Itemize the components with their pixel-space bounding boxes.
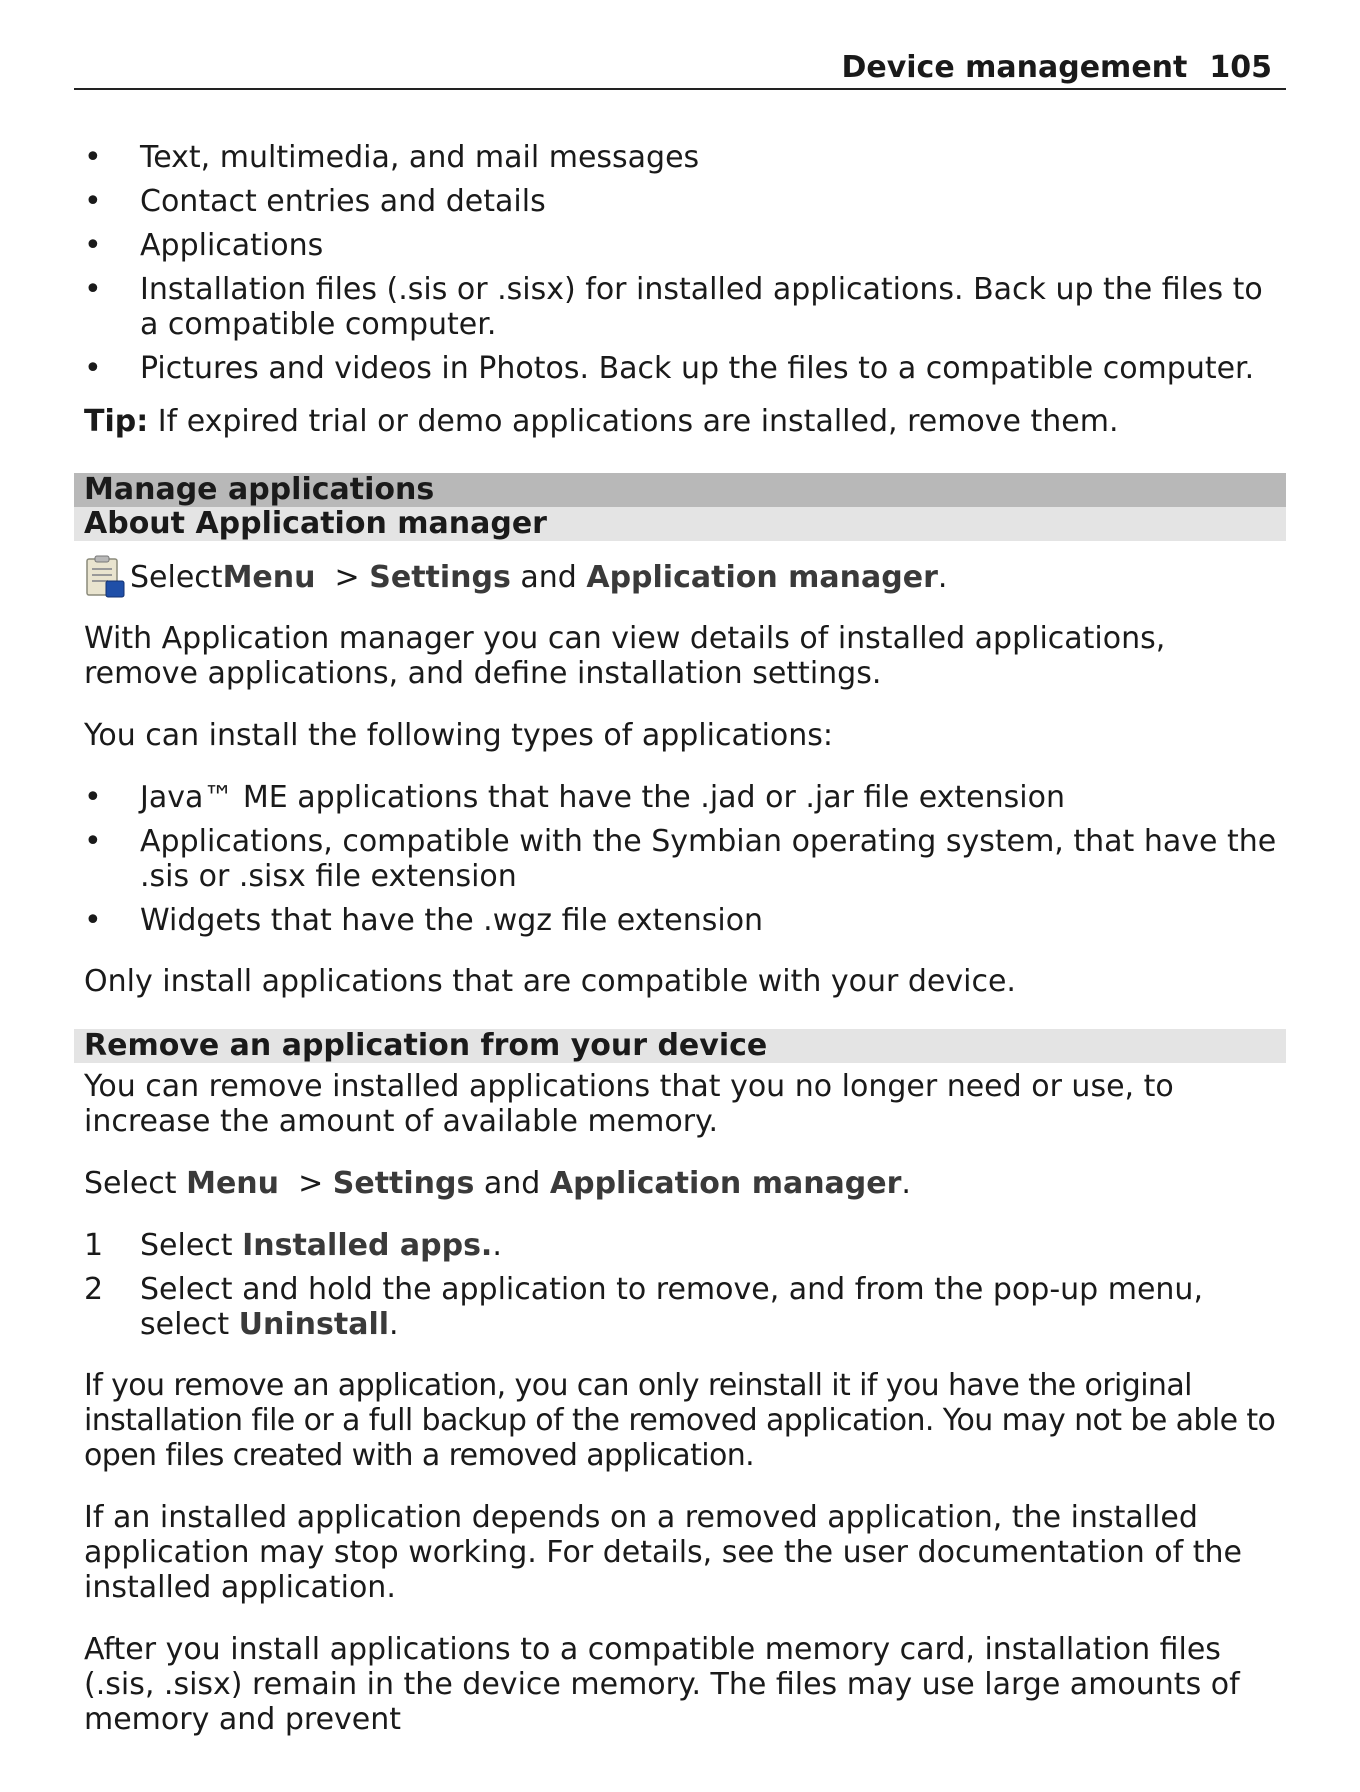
- reinstall-paragraph: If you remove an application, you can only reinstall it if you have the original installation file or a full backup of the removed application. You may not be able to open files created with a removed application.: [84, 1368, 1276, 1473]
- tip-paragraph: [84, 404, 1278, 439]
- and-text: and: [474, 1166, 550, 1201]
- application-manager-intro: With Application manager you can view details of installed applications, remove applications, and define installation settings.: [84, 621, 1166, 691]
- application-types-list: [84, 780, 1278, 938]
- uninstall-label: Uninstall: [238, 1307, 390, 1342]
- list-item-text: Widgets that have the .wgz file extension: [140, 903, 764, 938]
- settings-label: Settings: [332, 1166, 475, 1201]
- list-item: [84, 824, 1278, 894]
- list-item: [84, 272, 1278, 342]
- bullet: •: [84, 272, 102, 307]
- bullet: •: [84, 351, 102, 386]
- step-number: 1: [84, 1228, 104, 1263]
- select-text: Select: [130, 559, 223, 595]
- settings-label: Settings: [369, 559, 511, 595]
- backup-list: [84, 140, 1278, 386]
- compatibility-note: Only install applications that are compatible with your device.: [84, 964, 1016, 999]
- path-separator: >: [279, 1166, 333, 1201]
- list-item-text: Pictures and videos in Photos. Back up the files to a compatible computer.: [140, 351, 1255, 386]
- section-heading-manage-applications: Manage applications: [74, 473, 1286, 507]
- list-item-text: Java™ ME applications that have the .jad or .jar file extension: [140, 780, 1065, 815]
- removal-steps: [84, 1228, 1278, 1342]
- list-item-text: Installation files (.sis or .sisx) for installed applications. Back up the files to a compatible computer.: [140, 272, 1263, 342]
- list-item: [84, 780, 1278, 815]
- list-item: [84, 140, 1278, 175]
- step-item: [84, 1272, 1278, 1342]
- page-number: 105: [1209, 50, 1272, 85]
- bullet: •: [84, 780, 102, 815]
- step-suffix: .: [492, 1228, 502, 1263]
- subheading-about-application-manager: About Application manager: [74, 507, 1286, 541]
- installed-apps-label: Installed apps.: [242, 1228, 493, 1263]
- select-text: Select: [84, 1166, 187, 1201]
- period: .: [901, 1166, 911, 1201]
- page-content: [84, 140, 1278, 1764]
- header-section-title: Device management: [841, 50, 1188, 85]
- step-text: Select and hold the application to remove, and from the pop-up menu, select: [140, 1272, 1203, 1342]
- tip-label: Tip:: [84, 404, 149, 439]
- menu-label: Menu: [186, 1166, 280, 1201]
- memory-card-paragraph: After you install applications to a compatible memory card, installation files (.sis, .sisx) remain in the device memory. The files may use large amounts of memory and prevent: [84, 1632, 1240, 1737]
- tip-text: If expired trial or demo applications are installed, remove them.: [148, 404, 1119, 439]
- path-separator: >: [315, 559, 370, 595]
- application-manager-label: Application manager: [586, 559, 938, 595]
- bullet: •: [84, 184, 102, 219]
- page-header: [74, 48, 1286, 90]
- types-intro: You can install the following types of applications:: [84, 718, 834, 753]
- list-item: [84, 228, 1278, 263]
- bullet: •: [84, 140, 102, 175]
- navigation-path: [84, 555, 1278, 599]
- bullet: •: [84, 228, 102, 263]
- bullet: •: [84, 903, 102, 938]
- step-suffix: .: [389, 1307, 399, 1342]
- list-item-text: Contact entries and details: [140, 184, 546, 219]
- list-item: [84, 184, 1278, 219]
- navigation-path: [84, 1166, 1278, 1201]
- step-text: Select: [140, 1228, 243, 1263]
- period: .: [937, 559, 948, 595]
- list-item-text: Applications, compatible with the Symbian operating system, that have the .sis or .sisx file extension: [140, 824, 1277, 894]
- step-item: [84, 1228, 1278, 1263]
- list-item-text: Text, multimedia, and mail messages: [140, 140, 700, 175]
- bullet: •: [84, 824, 102, 859]
- list-item-text: Applications: [140, 228, 324, 263]
- remove-intro: You can remove installed applications that you no longer need or use, to increase the amount of available memory.: [84, 1069, 1174, 1139]
- menu-label: Menu: [222, 559, 316, 595]
- subheading-remove-application: Remove an application from your device: [74, 1029, 1286, 1063]
- and-text: and: [510, 559, 587, 595]
- list-item: [84, 903, 1278, 938]
- step-number: 2: [84, 1272, 104, 1307]
- dependency-paragraph: If an installed application depends on a removed application, the installed application may stop working. For details, see the user documentation of the installed application.: [84, 1500, 1242, 1605]
- application-manager-label: Application manager: [549, 1166, 902, 1201]
- application-manager-icon: [84, 555, 126, 599]
- list-item: [84, 351, 1278, 386]
